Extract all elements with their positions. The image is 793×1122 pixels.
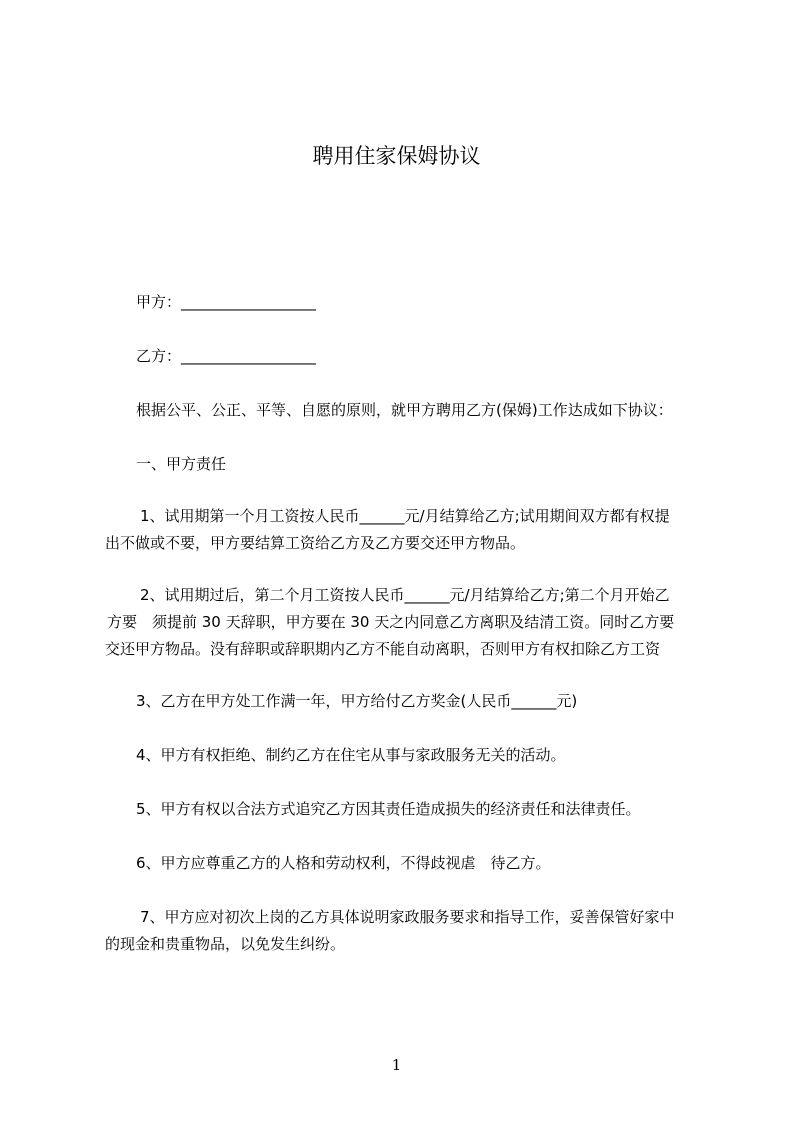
clause-7-line-1: 7、甲方应对初次上岗的乙方具体说明家政服务要求和指导工作，妥善保管好家中 bbox=[140, 908, 675, 926]
intro-paragraph: 根据公平、公正、平等、自愿的原则，就甲方聘用乙方(保姆)工作达成如下协议： bbox=[136, 401, 673, 419]
party-b-line: 乙方：__________________ bbox=[136, 347, 317, 365]
clause-1-line-1: 1、试用期第一个月工资按人民币______元/月结算给乙方;试用期间双方都有权提 bbox=[140, 507, 670, 525]
clause-5: 5、甲方有权以合法方式追究乙方因其责任造成损失的经济责任和法律责任。 bbox=[136, 800, 641, 818]
clause-2-line-3: 交还甲方物品。没有辞职或辞职期内乙方不能自动离职，否则甲方有权扣除乙方工资 bbox=[105, 640, 661, 658]
clause-6: 6、甲方应尊重乙方的人格和劳动权利，不得歧视虐 待乙方。 bbox=[136, 854, 551, 872]
clause-7-line-2: 的现金和贵重物品，以免发生纠纷。 bbox=[105, 935, 346, 953]
section-heading: 一、甲方责任 bbox=[136, 455, 227, 473]
clause-1-line-2: 出不做或不要，甲方要结算工资给乙方及乙方要交还甲方物品。 bbox=[105, 534, 526, 552]
clause-4: 4、甲方有权拒绝、制约乙方在住宅从事与家政服务无关的活动。 bbox=[136, 746, 566, 764]
clause-3: 3、乙方在甲方处工作满一年，甲方给付乙方奖金(人民币______元) bbox=[136, 692, 578, 710]
clause-2-line-1: 2、试用期过后，第二个月工资按人民币______元/月结算给乙方;第二个月开始乙 bbox=[140, 586, 670, 604]
page-number: 1 bbox=[391, 1056, 402, 1074]
document-title: 聘用住家保姆协议 bbox=[312, 144, 481, 168]
clause-2-line-2: 方要 须提前 30 天辞职，甲方要在 30 天之内同意乙方离职及结清工资。同时乙方要 bbox=[107, 613, 675, 631]
party-a-line: 甲方：__________________ bbox=[136, 293, 317, 311]
